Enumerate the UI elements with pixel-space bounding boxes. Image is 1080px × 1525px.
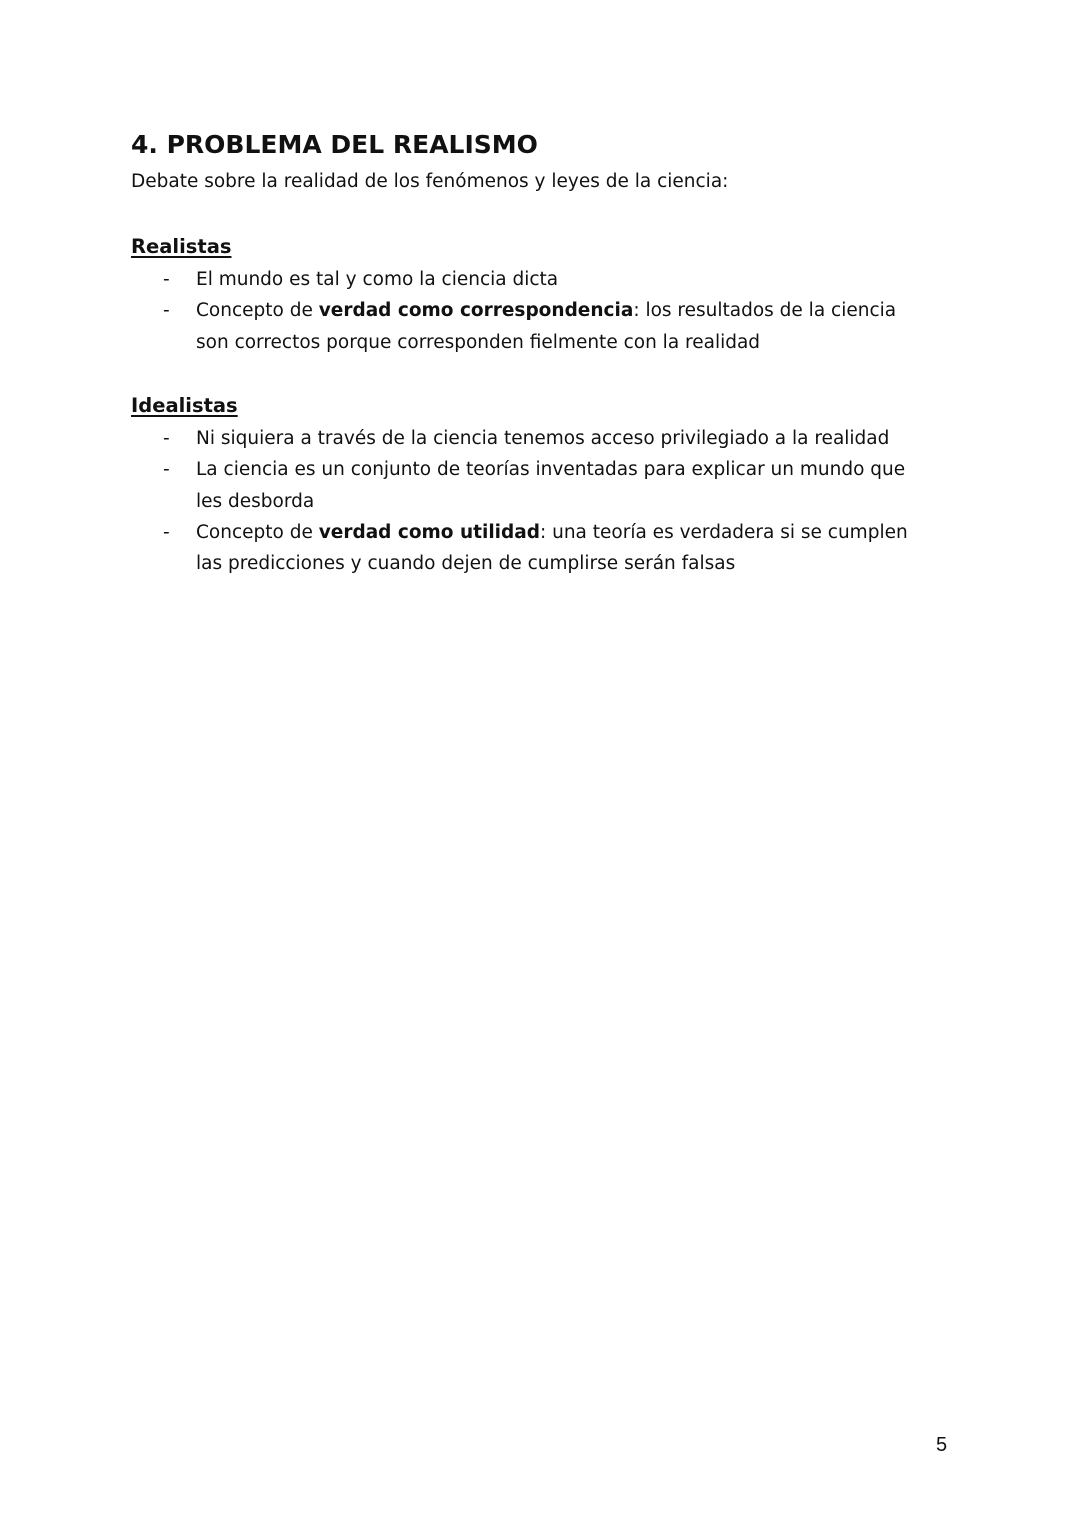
item-text: El mundo es tal y como la ciencia dicta — [196, 269, 559, 290]
bullet-dash: - — [163, 459, 170, 481]
bullet-dash: - — [163, 300, 170, 322]
list-item — [131, 264, 931, 295]
bullet-dash: - — [163, 428, 170, 449]
item-text-rest: : los resultados de la ciencia son correctos porque corresponden fielmente con la realidad — [196, 300, 897, 353]
item-text: Concepto de — [196, 521, 319, 543]
item-bold-text: verdad como correspondencia — [318, 300, 634, 322]
section-heading-realistas: Realistas — [131, 235, 232, 258]
item-text: Ni siquiera a través de la ciencia tenemos acceso privilegiado a la realidad — [196, 428, 890, 449]
section-heading-idealistas: Idealistas — [131, 394, 238, 417]
page-number: 5 — [936, 1434, 948, 1456]
bullet-dash: - — [163, 269, 170, 290]
realistas-list — [131, 264, 931, 358]
intro-paragraph: Debate sobre la realidad de los fenómenos y leyes de la ciencia: — [131, 171, 729, 192]
bullet-dash: - — [163, 521, 170, 543]
list-item — [131, 295, 931, 358]
item-text: Concepto de — [196, 300, 319, 322]
list-item — [131, 454, 931, 517]
page-title: 4. PROBLEMA DEL REALISMO — [131, 130, 538, 159]
list-item — [131, 517, 931, 580]
list-item — [131, 423, 931, 454]
idealistas-list — [131, 423, 931, 579]
item-text: La ciencia es un conjunto de teorías inventadas para explicar un mundo que les desborda — [196, 459, 906, 512]
item-text-rest: : una teoría es verdadera si se cumplen las predicciones y cuando dejen de cumplirse serán falsas — [196, 521, 908, 575]
item-bold-text: verdad como utilidad — [318, 521, 540, 543]
